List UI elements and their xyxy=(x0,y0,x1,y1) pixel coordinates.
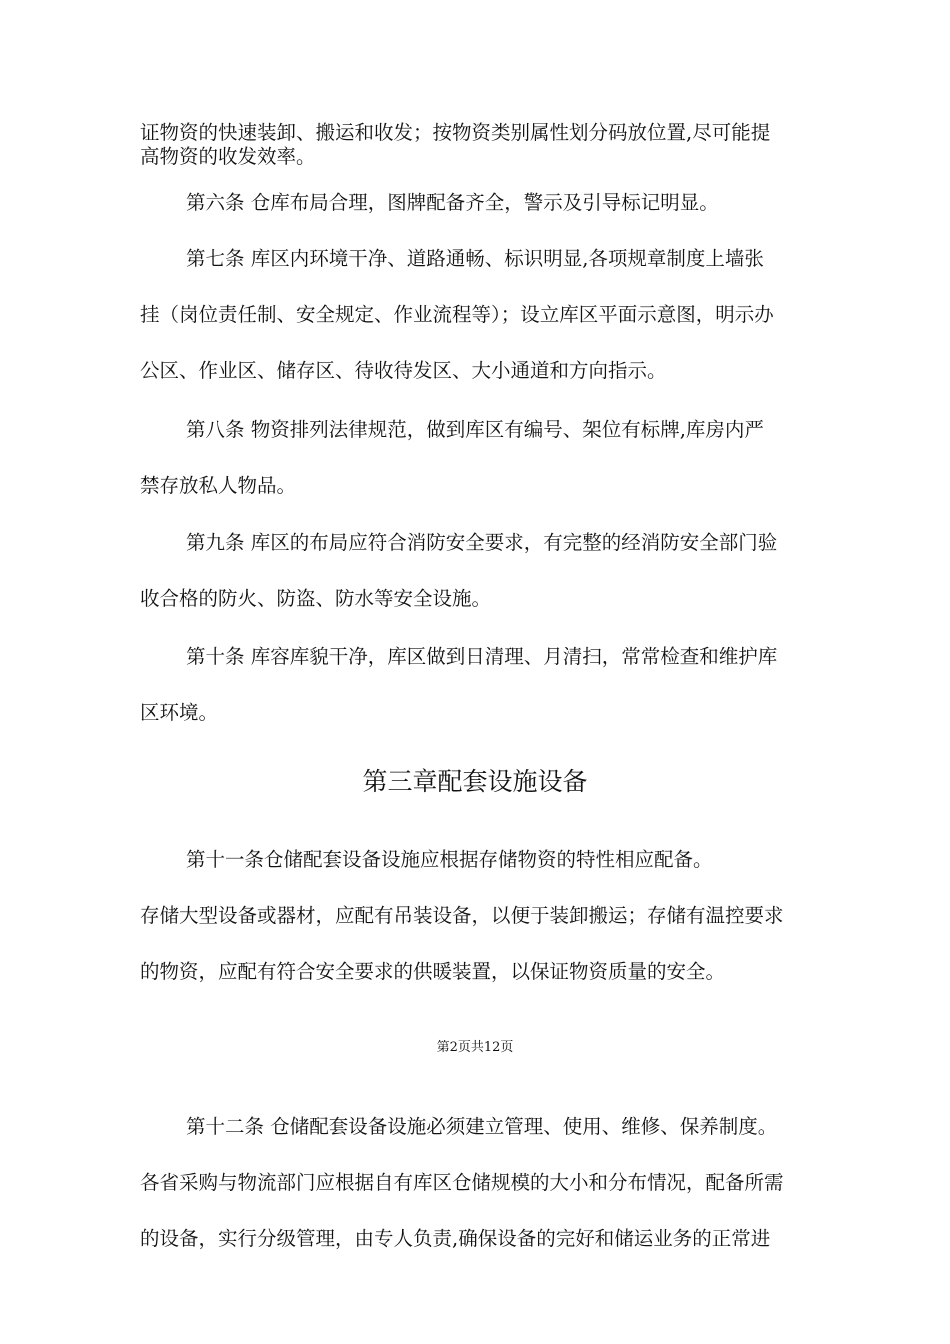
article-7-line-2: 挂（岗位责任制、安全规定、作业流程等）；设立库区平面示意图，明示办 xyxy=(140,303,774,326)
article-9-line-1: 第九条 库区的布局应符合消防安全要求，有完整的经消防安全部门验 xyxy=(186,531,778,554)
article-10-line-1: 第十条 库容库貌干净，库区做到日清理、月清扫，常常检查和维护库 xyxy=(186,645,778,668)
article-9-line-2: 收合格的防火、防盗、防水等安全设施。 xyxy=(140,587,492,610)
article-8-line-1: 第八条 物资排列法律规范，做到库区有编号、架位有标牌,库房内严 xyxy=(186,418,764,441)
article-11-line-3: 的物资，应配有符合安全要求的供暖装置，以保证物资质量的安全。 xyxy=(140,960,726,983)
article-8-line-2: 禁存放私人物品。 xyxy=(140,474,297,497)
article-10-line-2: 区环境。 xyxy=(140,701,219,724)
article-7-line-1: 第七条 库区内环境干净、道路通畅、标识明显,各项规章制度上墙张 xyxy=(186,247,764,270)
chapter-heading: 第三章配套设施设备 xyxy=(362,767,588,796)
article-7-line-3: 公区、作业区、储存区、待收待发区、大小通道和方向指示。 xyxy=(140,359,667,382)
article-11-line-1: 第十一条仓储配套设备设施应根据存储物资的特性相应配备。 xyxy=(186,848,713,871)
article-12-line-3: 的设备，实行分级管理，由专人负责,确保设备的完好和储运业务的正常进 xyxy=(140,1227,771,1250)
page-number: 第2页共12页 xyxy=(436,1040,514,1055)
article-11-line-2: 存储大型设备或器材，应配有吊装设备，以便于装卸搬运；存储有温控要求 xyxy=(140,904,784,927)
line-1: 证物资的快速装卸、搬运和收发；按物资类别属性划分码放位置,尽可能提 xyxy=(140,121,771,144)
article-12-line-1: 第十二条 仓储配套设备设施必须建立管理、使用、维修、保养制度。 xyxy=(186,1115,778,1138)
article-12-line-2: 各省采购与物流部门应根据自有库区仓储规模的大小和分布情况，配备所需 xyxy=(140,1171,784,1194)
article-6: 第六条 仓库布局合理，图牌配备齐全，警示及引导标记明显。 xyxy=(186,191,719,214)
line-2: 高物资的收发效率。 xyxy=(140,145,316,168)
